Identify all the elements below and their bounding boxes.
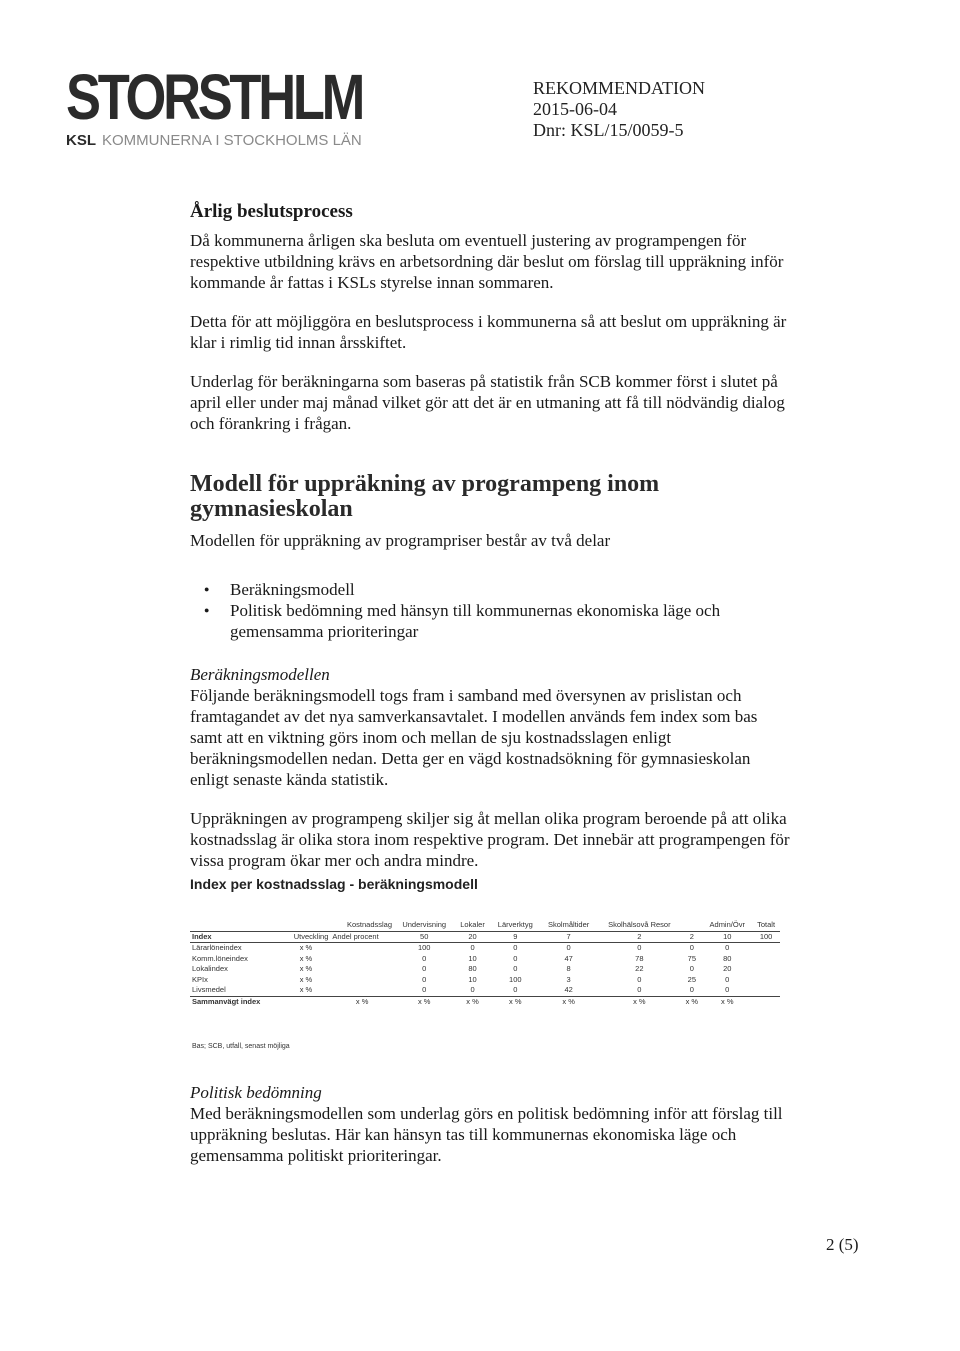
bullet-list [204,579,790,642]
table-cell: Komm.löneindex [192,953,248,963]
index-table-wrap [190,920,780,1007]
table-cell: x % [417,996,431,1006]
table-title: Index per kostnadsslag - beräkningsmodell [190,876,478,892]
table-cell: 42 [540,985,597,996]
table-cell: 0 [422,953,427,963]
logo-sub-text: KOMMUNERNA I STOCKHOLMS LÄN [102,132,362,149]
table-cell: 80 [468,964,477,973]
paragraph: Uppräkningen av programpeng skiljer sig åt mellan olika program beroende på att olika kostnadsslag är olika stora inom respektive program. Det innebär att programpengen för vissa program ökar mer och andra mindre. [190,809,790,870]
table-cell: Andel procent [330,931,394,943]
table-cell: x % [299,974,313,984]
document-meta [533,78,705,141]
doc-date: 2015-06-04 [533,99,617,119]
table-cell: 0 [454,985,490,996]
table-cell: x % [685,996,699,1006]
section-heading-arlig: Årlig beslutsprocess [190,201,353,222]
table-cell: x % [509,996,522,1006]
table-cell: 80 [723,953,732,963]
subheading-berakningsmodellen: Beräkningsmodellen [190,665,330,684]
table-total-row [190,996,780,1007]
table-cell: 9 [491,931,540,943]
table-cell: 100 [417,943,431,952]
table-cell: Lärarlöneindex [192,943,242,952]
table-cell: Skolmåltider [540,920,597,931]
table-cell: 2 [681,931,702,943]
politisk-section [190,1082,790,1166]
table-cell: x % [299,964,313,973]
table-cell: x % [299,943,313,952]
paragraph: Modellen för uppräkning av programpriser består av två delar [190,531,611,550]
table-cell: 0 [394,985,454,996]
table-cell: 0 [702,985,752,996]
table-cell: x % [720,996,734,1006]
table-cell: 0 [513,943,518,952]
table-cell: Undervisning [394,920,454,931]
table-cell: 100 [509,974,522,984]
table-header-row [190,920,780,931]
table-cell: 0 [689,943,694,952]
table-cell: Index [190,931,282,943]
table-cell: 0 [597,985,681,996]
table-cell: 10 [468,974,477,984]
table-cell [190,920,282,931]
table-cell: 50 [394,931,454,943]
table-cell: x % [282,985,331,996]
table-cell: 75 [687,953,697,963]
table-cell: 22 [635,964,644,973]
table-cell: 10 [702,931,752,943]
table-cell: x % [299,953,313,963]
table-cell: 78 [635,953,644,963]
table-cell: Kostnadsslag [282,920,394,931]
index-table [190,920,780,1007]
logo-ksl: KSL [66,132,96,149]
table-cell: 0 [725,943,730,952]
table-cell: Lärverktyg [491,920,540,931]
table-cell: x % [633,996,646,1006]
table-cell: Sammanvägt index [192,996,261,1006]
table-cell: Utveckling [282,931,331,943]
table-row [190,964,780,975]
main-content [190,200,790,871]
table-cell: Admin/Övr [702,920,752,931]
table-row [190,954,780,965]
table-cell: 0 [513,953,518,963]
table-row [190,975,780,986]
table-cell: 20 [454,931,490,943]
table-cell: Lokalindex [192,964,228,973]
table-cell: 20 [723,964,732,973]
table-cell: 3 [566,974,571,984]
list-item: ● Beräkningsmodell [204,579,790,600]
table-cell: Lokaler [454,920,490,931]
paragraph: Underlag för beräkningarna som baseras på statistik från SCB kommer först i slutet på april eller under maj månad vilket gör att det är en utmaning att få till nödvändig dialog och förankring i frågan. [190,372,785,433]
table-cell: 0 [422,974,427,984]
table-cell: 0 [725,974,730,984]
table-cell: 8 [566,964,571,973]
table-cell: KPIx [192,974,208,984]
table-footnote: Bas; SCB, utfall, senast möjliga [192,1043,290,1050]
table-cell: 2 [597,931,681,943]
table-cell: 7 [540,931,597,943]
table-cell: 0 [491,985,540,996]
table-subheader-row [190,931,780,943]
logo-subtitle [66,132,427,149]
paragraph: Följande beräkningsmodell togs fram i samband med översynen av prislistan och framtagandet av det nya samverkansavtalet. I modellen används fem index som bas samt att en viktning görs inom och mellan de sju kostnadsslagen enligt beräkningsmodellen nedan. Detta ger en vägd kostnadsökning för gymnasieskolan enligt senaste kända statistik. [190,686,758,789]
paragraph: Då kommunerna årligen ska besluta om eventuell justering av programpengen för respektive utbildning krävs en arbetsordning där beslut om förslag till uppräkning inför kommande år fattas i KSLs styrelse innan sommaren. [190,231,784,292]
table-cell: 47 [564,953,573,963]
table-cell: 0 [566,943,571,952]
table-cell: 0 [689,964,694,973]
page-number: 2 (5) [826,1235,859,1254]
table-cell [681,920,702,931]
section-heading-modell: Modell för uppräkning av programpeng inom gymnasieskolan [190,471,660,522]
table-cell: 0 [637,943,642,952]
table-cell: 0 [422,964,427,973]
table-cell: 25 [687,974,697,984]
table-cell: 0 [637,974,642,984]
table-cell: 0 [470,943,475,952]
doc-type: REKOMMENDATION [533,78,705,98]
table-cell: 0 [513,964,518,973]
table-cell: x % [562,996,575,1006]
table-cell: 100 [752,931,780,943]
subheading-politisk: Politisk bedömning [190,1083,322,1102]
doc-dnr: Dnr: KSL/15/0059-5 [533,120,684,140]
table-row [190,985,780,996]
table-cell: x % [355,996,369,1006]
table-cell: Livsmedel [190,985,282,996]
table-cell: Skolhälsovå Resor [597,920,681,931]
table-cell: Totalt [752,920,780,931]
paragraph: Detta för att möjliggöra en beslutsprocess i kommunerna så att beslut om uppräkning är klar i rimlig tid innan årsskiftet. [190,312,787,352]
table-cell: x % [466,996,479,1006]
paragraph: Med beräkningsmodellen som underlag görs en politisk bedömning inför att förslag till uppräkning beslutas. Här kan hänsyn tas till kommunernas ekonomiska läge och gemensamma politiskt prioriteringar. [190,1104,783,1165]
table-cell: 10 [468,953,477,963]
table-cell: 0 [681,985,702,996]
storsthlm-logo [66,61,427,149]
logo-wordmark: STORSTHLM [66,61,363,133]
list-item: ● Politisk bedömning med hänsyn till kommunernas ekonomiska läge och gemensamma prioriteringar [204,600,790,642]
table-row [190,943,780,954]
